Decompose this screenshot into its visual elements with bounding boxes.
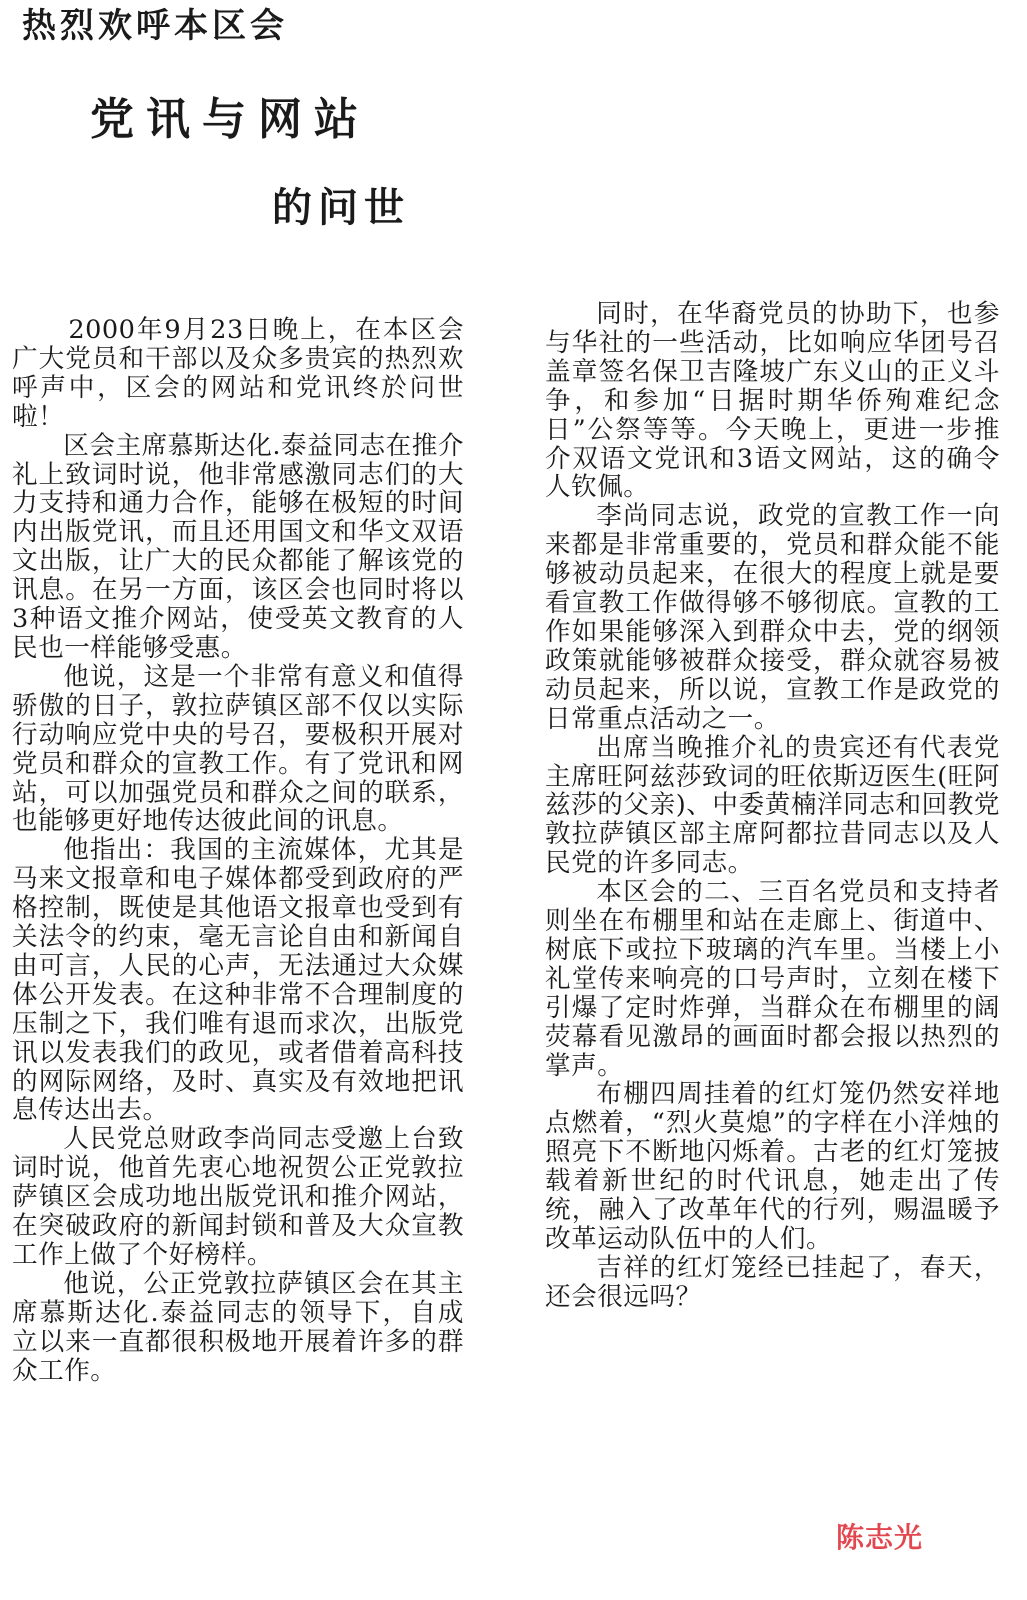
- article-paragraph: 他指出：我国的主流媒体，尤其是马来文报章和电子媒体都受到政府的严格控制，既使是其他语文报章也受到有关法令的约束，毫无言论自由和新闻自由可言，人民的心声，无法通过大众媒体公开发表。在这种非常不合理制度的压制之下，我们唯有退而求次，出版党讯以发表我们的政见，或者借着高科技的网际网络，及时、真实及有效地把讯息传达出去。: [12, 835, 464, 1126]
- page-kicker: 热烈欢呼本区会: [22, 6, 288, 46]
- article-paragraph: 他说，公正党敦拉萨镇区会在其主席慕斯达化.泰益同志的领导下，自成立以来一直都很积极地开展着许多的群众工作。: [12, 1268, 464, 1386]
- article-paragraph: 吉祥的红灯笼经已挂起了，春天，还会很远吗？: [545, 1252, 1000, 1312]
- article-paragraph: 布棚四周挂着的红灯笼仍然安祥地点燃着，“烈火莫熄”的字样在小洋烛的照亮下不断地闪烁着。古老的红灯笼披载着新世纪的时代讯息，她走出了传统，融入了改革年代的行列，赐温暖予改革运动队伍中的人们。: [545, 1079, 1000, 1254]
- article-paragraph: 出席当晚推介礼的贵宾还有代表党主席旺阿兹莎致词的旺依斯迈医生(旺阿兹莎的父亲)、中委黄楠洋同志和回教党敦拉萨镇区部主席阿都拉昔同志以及人民党的许多同志。: [545, 732, 1000, 879]
- article-paragraph: 本区会的二、三百名党员和支持者则坐在布棚里和站在走廊上、街道中、树底下或拉下玻璃的汽车里。当楼上小礼堂传来响亮的口号声时，立刻在楼下引爆了定时炸弹，当群众在布棚里的阔荧幕看见激昂的画面时都会报以热烈的掌声。: [545, 877, 1000, 1081]
- author-signature: 陈志光: [836, 1521, 924, 1554]
- article-paragraph: 同时，在华裔党员的协助下，也参与华社的一些活动，比如响应华团号召盖章签名保卫吉隆坡广东义山的正义斗争，和参加“日据时期华侨殉难纪念日”公祭等等。今天晚上，更进一步推介双语文党讯和3语文网站，这的确令人钦佩。: [545, 299, 1000, 503]
- article-paragraph: 他说，这是一个非常有意义和值得骄傲的日子，敦拉萨镇区部不仅以实际行动响应党中央的号召，要极积开展对党员和群众的宣教工作。有了党讯和网站，可以加强党员和群众之间的联系，也能够更好地传达彼此间的讯息。: [12, 661, 464, 837]
- article-paragraph: 2000年9月23日晚上，在本区会广大党员和干部以及众多贵宾的热烈欢呼声中，区会的网站和党讯终於问世啦！: [12, 315, 464, 432]
- article-column-left: [12, 316, 464, 1386]
- article-paragraph: 区会主席慕斯达化.泰益同志在推介礼上致词时说，他非常感激同志们的大力支持和通力合作，能够在极短的时间内出版党讯，而且还用国文和华文双语文出版，让广大的民众都能了解该党的讯息。在另一方面，该区会也同时将以3种语文推介网站，使受英文教育的人民也一样能够受惠。: [12, 430, 464, 663]
- article-paragraph: 李尚同志说，政党的宣教工作一向来都是非常重要的，党员和群众能不能够被动员起来，在很大的程度上就是要看宣教工作做得够不够彻底。宣教的工作如果能够深入到群众中去，党的纲领政策就能够被群众接受，群众就容易被动员起来，所以说，宣教工作是政党的日常重点活动之一。: [545, 501, 1000, 734]
- page-title: 党讯与网站: [90, 94, 370, 145]
- article-paragraph: 人民党总财政李尚同志受邀上台致词时说，他首先衷心地祝贺公正党敦拉萨镇区会成功地出版党讯和推介网站，在突破政府的新闻封锁和普及大众宣教工作上做了个好榜样。: [12, 1124, 464, 1270]
- article-column-right: [545, 300, 1000, 1312]
- page-subtitle: 的问世: [272, 184, 410, 231]
